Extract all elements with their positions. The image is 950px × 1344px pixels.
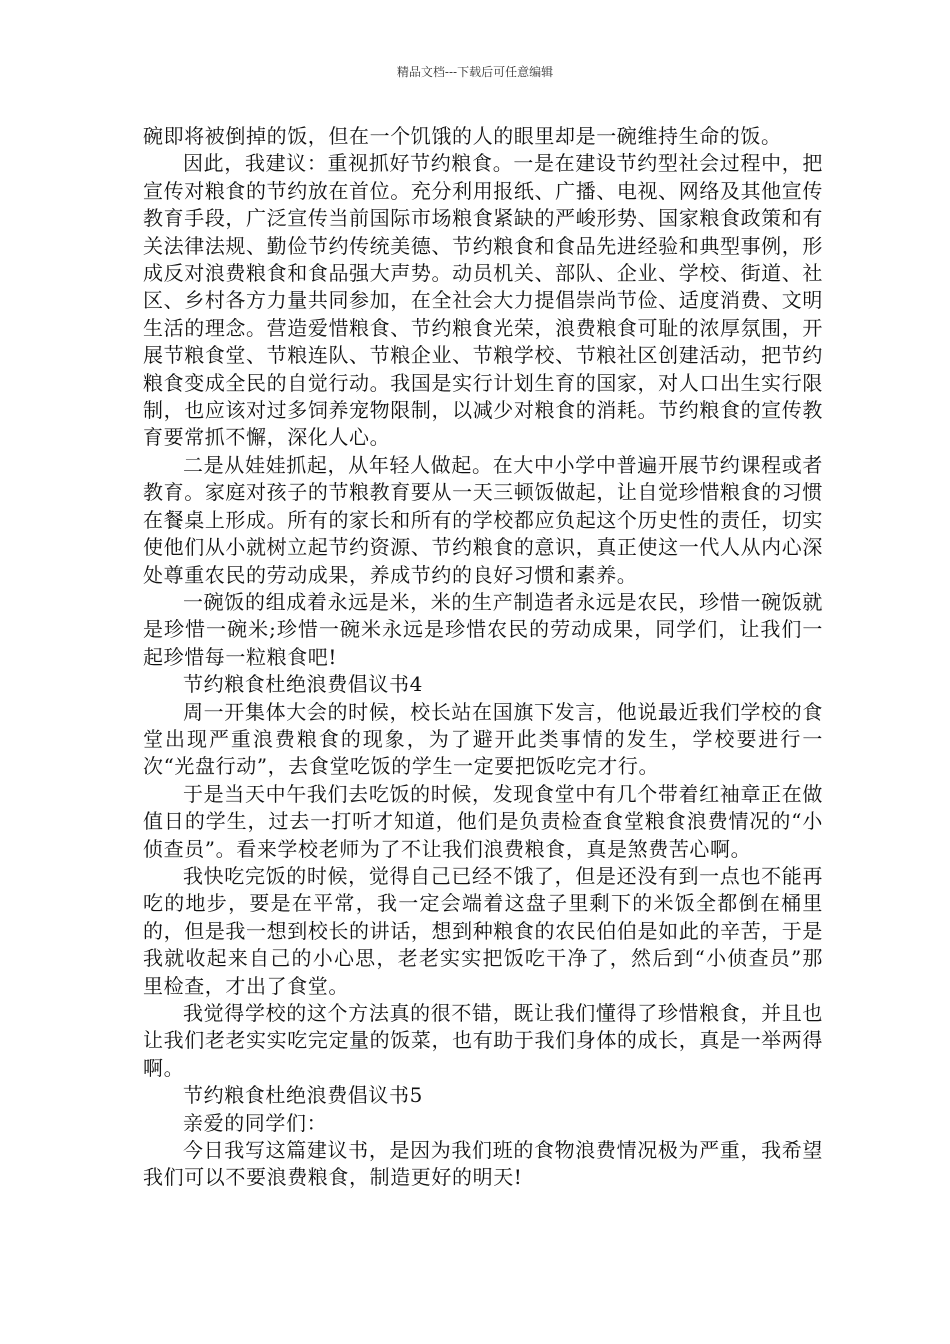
paragraph-suggestion-one: 因此，我建议：重视抓好节约粮食。一是在建设节约型社会过程中，把宣传对粮食的节约放在首位。充分利用报纸、广播、电视、网络及其他宣传教育手段，广泛宣传当前国际市场粮食紧缺的严峻形势、国家粮食政策和有关法律法规、勤俭节约传统美德、节约粮食和食品先进经验和典型事例，形成反对浪费粮食和食品强大声势。动员机关、部队、企业、学校、街道、社区、乡村各方力量共同参加，在全社会大力提倡崇尚节俭、适度消费、文明生活的理念。营造爱惜粮食、节约粮食光荣，浪费粮食可耻的浓厚氛围，开展节粮食堂、节粮连队、节粮企业、节粮学校、节粮社区创建活动，把节约粮食变成全民的自觉行动。我国是实行计划生育的国家，对人口出生实行限制，也应该对过多饲养宠物限制，以减少对粮食的消耗。节约粮食的宣传教育要常抓不懈，深化人心。 [143, 151, 823, 450]
paragraph-proposal-intro: 今日我写这篇建议书，是因为我们班的食物浪费情况极为严重，我希望我们可以不要浪费粮食，制造更好的明天! [143, 1138, 823, 1190]
paragraph-finishing-meal: 我快吃完饭的时候，觉得自己已经不饿了，但是还没有到一点也不能再吃的地步，要是在平常，我一定会端着这盘子里剩下的米饭全都倒在桶里的，但是我一想到校长的讲话，想到种粮食的农民伯伯是如此的辛苦，于是我就收起来自己的小心思，老老实实把饭吃干净了，然后到“小侦查员”那里检查，才出了食堂。 [143, 863, 823, 998]
paragraph-assembly: 周一开集体大会的时候，校长站在国旗下发言，他说最近我们学校的食堂出现严重浪费粮食的现象，为了避开此类事情的发生，学校要进行一次“光盘行动”，去食堂吃饭的学生一定要把饭吃完才行。 [143, 699, 823, 779]
salutation: 亲爱的同学们： [183, 1110, 328, 1135]
paragraph-lunch: 于是当天中午我们去吃饭的时候，发现食堂中有几个带着红袖章正在做值日的学生，过去一打听才知道，他们是负责检查食堂粮食浪费情况的“小侦查员”。看来学校老师为了不让我们浪费粮食，真是煞费苦心啊。 [143, 781, 823, 861]
section-heading-5: 节约粮食杜绝浪费倡议书5 [183, 1083, 423, 1108]
paragraph-continuation: 碗即将被倒掉的饭，但在一个饥饿的人的眼里却是一碗维持生命的饭。 [143, 124, 782, 148]
paragraph-conclusion: 我觉得学校的这个方法真的很不错，既让我们懂得了珍惜粮食，并且也让我们老老实实吃完定量的饭菜，也有助于我们身体的成长，真是一举两得啊。 [143, 1001, 823, 1080]
paragraph-suggestion-two: 二是从娃娃抓起，从年轻人做起。在大中小学中普遍开展节约课程或者教育。家庭对孩子的节粮教育要从一天三顿饭做起，让自觉珍惜粮食的习惯在餐桌上形成。所有的家长和所有的学校都应负起这个历史性的责任，切实使他们从小就树立起节约资源、节约粮食的意识，真正使这一代人从内心深处尊重农民的劳动成果，养成节约的良好习惯和素养。 [143, 452, 823, 587]
paragraph-closing-appeal: 一碗饭的组成着永远是米，米的生产制造者永远是农民，珍惜一碗饭就是珍惜一碗米;珍惜一碗米永远是珍惜农民的劳动成果，同学们，让我们一起珍惜每一粒粮食吧! [143, 589, 823, 669]
page-header: 精品文档---下载后可任意编辑 [396, 65, 554, 79]
document-body [143, 123, 823, 1192]
section-heading-4: 节约粮食杜绝浪费倡议书4 [183, 672, 423, 697]
